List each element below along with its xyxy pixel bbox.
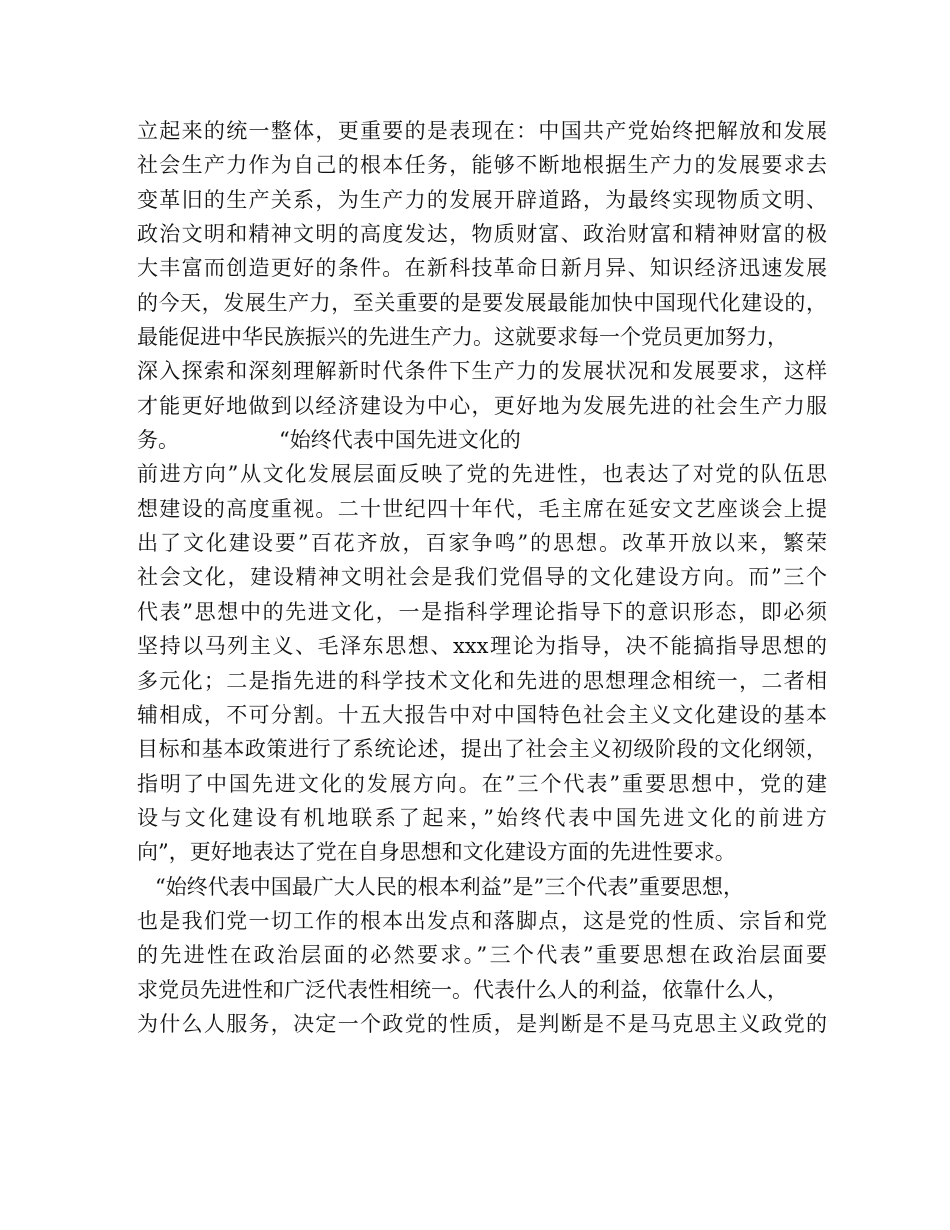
text-line: 多元化；二是指先进的科学技术文化和先进的思想理念相统一，二者相 [137,668,827,693]
text-line-split [137,423,827,457]
text-line: 出了文化建设要”百花齐放，百家争鸣”的思想。改革开放以来，繁荣 [137,531,827,556]
text-line: 前进方向”从文化发展层面反映了党的先进性，也表达了对党的队伍思 [137,462,827,487]
text-line: “始终代表中国最广大人民的根本利益”是”三个代表”重要思想， [155,874,744,899]
text-line: 坚持以马列主义、毛泽东思想、xxx理论为指导，决不能搞指导思想的 [137,634,827,659]
text-line: 也是我们党一切工作的根本出发点和落脚点，这是党的性质、宗旨和党 [137,908,827,933]
text-line: 求党员先进性和广泛代表性相统一。代表什么人的利益，依靠什么人， [137,977,788,1002]
text-line: 深入探索和深刻理解新时代条件下生产力的发展状况和发展要求，这样 [137,359,827,384]
text-line: 向”，更好地表达了党在自身思想和文化建设方面的先进性要求。 [137,840,736,865]
line-end-text: “始终代表中国先进文化的 [279,428,521,453]
text-line: 指明了中国先进文化的发展方向。在”三个代表”重要思想中，党的建 [137,771,827,796]
text-line: 社会文化，建设精神文明社会是我们党倡导的文化建设方向。而”三个 [137,565,827,590]
text-line: 社会生产力作为自己的根本任务，能够不断地根据生产力的发展要求去 [137,153,827,178]
text-line: 大丰富而创造更好的条件。在新科技革命日新月异、知识经济迅速发展 [137,256,827,281]
text-line: 为什么人服务，决定一个政党的性质，是判断是不是马克思主义政党的 [137,1011,827,1036]
text-line: 想建设的高度重视。二十世纪四十年代，毛主席在延安文艺座谈会上提 [137,496,827,521]
text-line: 的先进性在政治层面的必然要求。”三个代表”重要思想在政治层面要 [137,943,827,968]
body-text [137,114,827,1041]
text-line: 变革旧的生产关系，为生产力的发展开辟道路，为最终实现物质文明、 [137,187,827,212]
text-line: 代表”思想中的先进文化，一是指科学理论指导下的意识形态，即必须 [137,599,827,624]
line-start-text: 务。 [137,428,179,453]
text-line: 最能促进中华民族振兴的先进生产力。这就要求每一个党员更加努力， [137,325,788,350]
text-line: 设与文化建设有机地联系了起来，”始终代表中国先进文化的前进方 [137,805,827,830]
text-line: 立起来的统一整体，更重要的是表现在：中国共产党始终把解放和发展 [137,119,827,143]
text-line: 才能更好地做到以经济建设为中心，更好地为发展先进的社会生产力服 [137,393,827,418]
text-line: 政治文明和精神文明的高度发达，物质财富、政治财富和精神财富的极 [137,222,827,247]
text-line: 目标和基本政策进行了系统论述，提出了社会主义初级阶段的文化纲领， [137,737,827,762]
text-line: 辅相成，不可分割。十五大报告中对中国特色社会主义文化建设的基本 [137,702,827,727]
text-line: 的今天，发展生产力，至关重要的是要发展最能加快中国现代化建设的， [137,290,827,315]
